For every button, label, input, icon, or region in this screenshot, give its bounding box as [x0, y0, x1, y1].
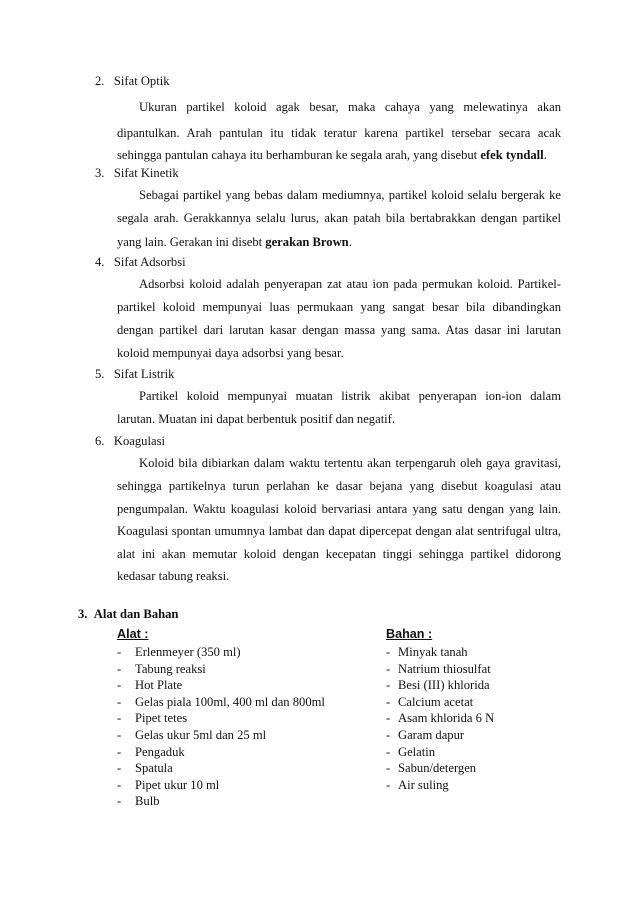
- paragraph-line: alat ini akan memutar koloid dengan kecepatan tinggi sehingga partikel didorong: [117, 547, 561, 561]
- list-item: - Pipet tetes: [117, 711, 188, 726]
- alat-list: [117, 644, 325, 810]
- heading-number: 3.: [78, 607, 88, 621]
- section-number: 2.: [95, 74, 105, 88]
- section-title: Sifat Listrik: [113, 367, 175, 381]
- paragraph-line: [117, 234, 352, 250]
- list-item: - Air suling: [386, 777, 449, 792]
- section-title: Sifat Optik: [113, 74, 170, 88]
- paragraph-line: partikel koloid mempunyai luas permukaan yang sangat besar bila dibandingkan: [117, 300, 561, 314]
- section-3-heading: [95, 165, 179, 181]
- paragraph-line: dengan partikel dari larutan kasar dengan massa yang sama. Atas dasar ini larutan: [117, 323, 561, 337]
- bold-term: gerakan Brown: [265, 235, 349, 249]
- section-number: 6.: [95, 434, 105, 448]
- paragraph-text: .: [348, 235, 352, 249]
- list-item: - Garam dapur: [386, 727, 465, 742]
- section-6-heading: [95, 433, 165, 449]
- paragraph-text: .: [543, 148, 547, 162]
- list-item: - Minyak tanah: [386, 645, 468, 659]
- paragraph-line: koloid mempunyai daya adsorbsi yang besar.: [117, 346, 344, 360]
- paragraph-line: pengumpalan. Waktu koagulasi koloid bervariasi antara yang satu dengan yang lain.: [117, 502, 561, 516]
- paragraph-text: sehingga pantulan cahaya itu berhamburan ke segala arah, yang disebut: [117, 148, 481, 162]
- list-item: - Pengaduk: [117, 744, 185, 759]
- list-item: - Hot Plate: [117, 678, 183, 693]
- paragraph-line: sehingga partikelnya turun perlahan ke dasar bejana yang disebut koagulasi atau: [117, 479, 561, 493]
- paragraph-line: Koloid bila dibiarkan dalam waktu tertentu akan terpengaruh oleh gaya gravitasi,: [139, 456, 561, 470]
- section-number: 4.: [95, 255, 105, 269]
- paragraph-line: [117, 147, 547, 163]
- paragraph-text: yang lain. Gerakan ini disebt: [117, 235, 266, 249]
- list-item: - Natrium thiosulfat: [386, 661, 491, 676]
- list-item: - Bulb: [117, 794, 160, 809]
- list-item: - Pipet ukur 10 ml: [117, 777, 220, 792]
- paragraph-line: segala arah. Gerakkannya selalu lurus, akan patah bila bertabrakkan dengan partikel: [117, 211, 561, 225]
- section-4-heading: [95, 254, 186, 270]
- section-2-heading: [95, 73, 170, 89]
- section-number: 5.: [95, 367, 105, 381]
- paragraph-line: dipantulkan. Arah pantulan itu tidak teratur karena partikel tersebar secara acak: [117, 126, 561, 140]
- list-item: - Besi (III) khlorida: [386, 678, 490, 693]
- alat-title: Alat :: [117, 627, 149, 641]
- paragraph-line: larutan. Muatan ini dapat berbentuk positif dan negatif.: [117, 412, 396, 426]
- section-title: Sifat Adsorbsi: [113, 255, 186, 269]
- list-item: - Tabung reaksi: [117, 661, 206, 676]
- list-item: - Gelas ukur 5ml dan 25 ml: [117, 727, 267, 742]
- section-heading-alat-bahan: [78, 606, 178, 622]
- list-item: - Gelatin: [386, 744, 436, 759]
- section-title: Sifat Kinetik: [113, 166, 179, 180]
- paragraph-line: Ukuran partikel koloid agak besar, maka cahaya yang melewatinya akan: [139, 100, 561, 114]
- bahan-title: Bahan :: [386, 627, 433, 641]
- list-item: - Spatula: [117, 761, 173, 776]
- list-item: - Gelas piala 100ml, 400 ml dan 800ml: [117, 694, 325, 709]
- list-item: - Sabun/detergen: [386, 761, 477, 776]
- paragraph-line: Adsorbsi koloid adalah penyerapan zat atau ion pada permukan koloid. Partikel-: [139, 277, 561, 291]
- paragraph-line: Sebagai partikel yang bebas dalam mediumnya, partikel koloid selalu bergerak ke: [139, 188, 561, 202]
- bahan-list: [386, 644, 494, 793]
- section-5-heading: [95, 366, 174, 382]
- list-item: - Calcium acetat: [386, 694, 474, 709]
- bold-term: efek tyndall: [480, 148, 544, 162]
- section-number: 3.: [95, 166, 105, 180]
- section-title: Koagulasi: [113, 434, 165, 448]
- list-item: - Asam khlorida 6 N: [386, 711, 495, 726]
- list-item: - Erlenmeyer (350 ml): [117, 645, 241, 659]
- paragraph-line: Koagulasi spontan umumnya lambat dan dapat dipercepat dengan alat sentrifugal ultra,: [117, 524, 561, 538]
- heading-title: Alat dan Bahan: [93, 607, 179, 621]
- paragraph-line: Partikel koloid mempunyai muatan listrik akibat penyerapan ion-ion dalam: [139, 389, 561, 403]
- paragraph-line: kedasar tabung reaksi.: [117, 569, 230, 583]
